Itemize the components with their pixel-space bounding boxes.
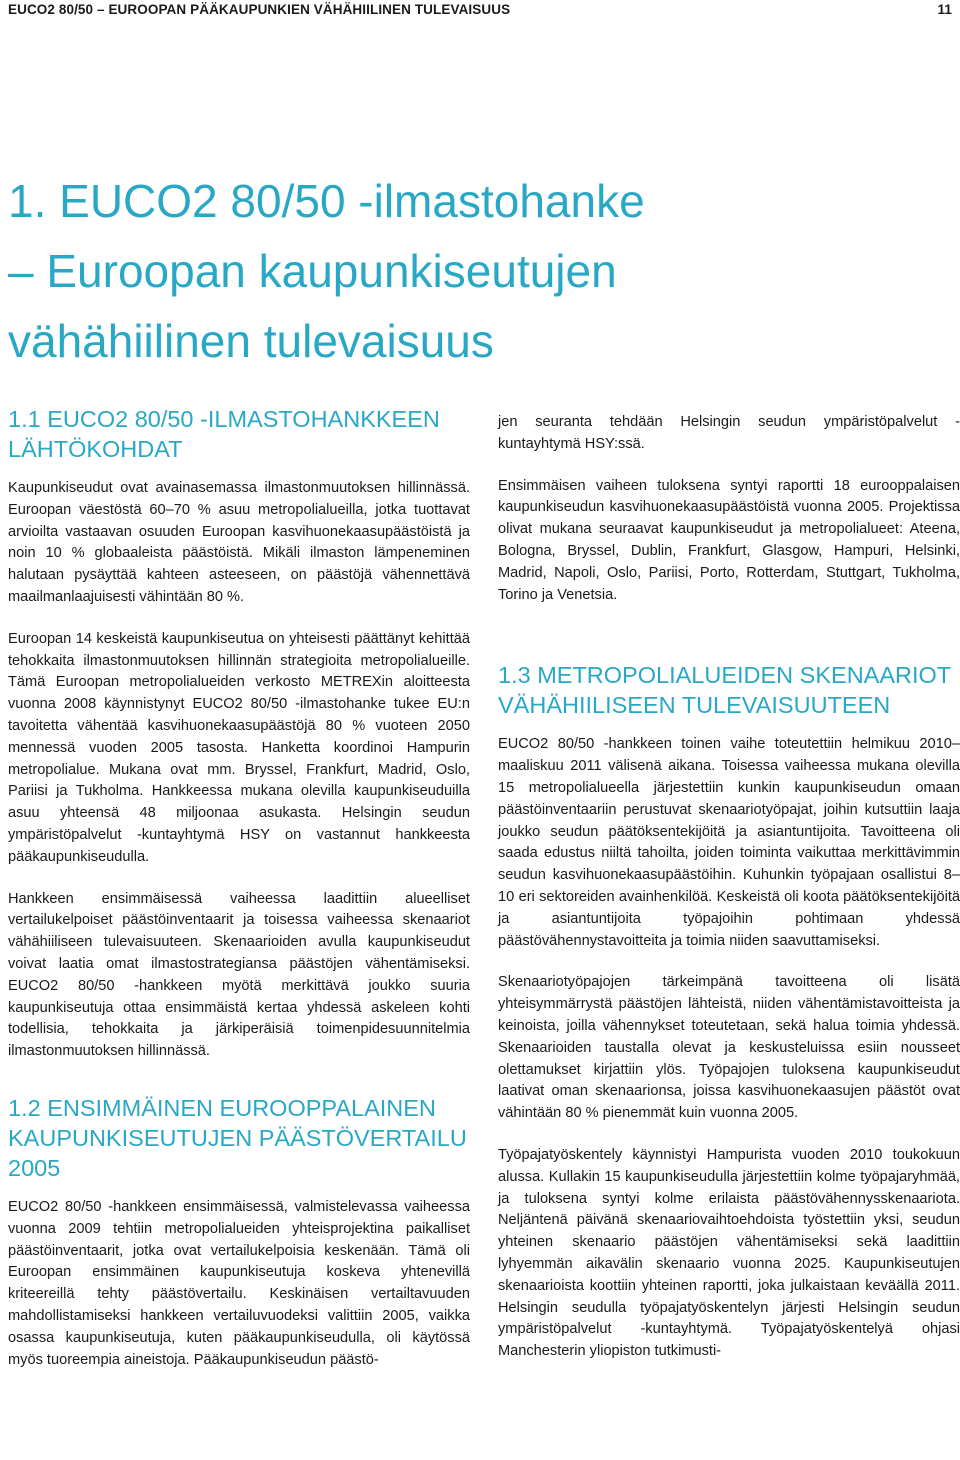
section-1-3-paragraph-3: Työpajatyöskentely käynnistyi Hampurista vuoden 2010 toukokuun alussa. Kullakin 15 kaupunkiseudulla järjestettiin kolme työpajaryhmää, ja tuloksena syntyi kolme erilaista päästövähennysskenaariota. Neljäntenä päivänä skenaariovaihtoehdoista työstettiin yksi, seudun yhteinen skenaario päästöjen vähentämiseksi sekä laadittiin lyhyemmän aikavälin skenaario vuonna 2025. Kaupunkiseutujen skenaarioista koottiin yhteinen raportti, joka julkaistaan keväällä 2011. Helsingin seudulla työpajatyöskentelyn järjesti Helsingin seudun ympäristöpalvelut -kuntayhtymä. Työpajatyöskentelyä ohjasi Manchesterin yliopiston tutkimusti- xyxy=(498,1146,960,1360)
chapter-title-line-1: 1. EUCO2 80/50 -ilmastohanke xyxy=(8,175,645,227)
section-1-1-heading: 1.1 EUCO2 80/50 -ILMASTOHANKKEEN LÄHTÖKOHDAT xyxy=(8,406,440,462)
running-head xyxy=(8,2,952,17)
running-head-title: EUCO2 80/50 – EUROOPAN PÄÄKAUPUNKIEN VÄHÄHIILINEN TULEVAISUUS xyxy=(8,2,511,17)
section-1-1-paragraph-2: Euroopan 14 keskeistä kaupunkiseutua on yhteisesti päättänyt kehittää tehokkaita ilmastonmuutoksen hillinnän strategioita metropolialueille. Tämä Euroopan metropolialueiden verkosto METREXin aloitteesta vuonna 2008 käynnistynyt EUCO2 80/50 -ilmastohanke tukee EU:n tavoitetta vähentää kasvihuonekaasupäästöjä 80 % vuoteen 2050 mennessä vuoden 2005 tasosta. Hanketta koordinoi Hampurin metropolialue. Mukana ovat mm. Bryssel, Frankfurt, Madrid, Oslo, Pariisi ja Tukholma. Hankkeessa mukana olevilla kaupunkiseuduilla asuu yhteensä 48 miljoonaa asukasta. Helsingin seudun ympäristöpalvelut -kuntayhtymä HSY on vastannut hankkeesta pääkaupunkiseudulla. xyxy=(8,630,470,865)
section-1-1-paragraph-3: Hankkeen ensimmäisessä vaiheessa laadittiin alueelliset vertailukelpoiset päästöinventaarit ja toisessa vaiheessa skenaariot vähähiiliseen tulevaisuuteen. Skenaarioiden avulla kaupunkiseudut voivat laatia omat ilmastostrategiansa päästöjen vähentämiseksi. EUCO2 80/50 -hankkeen myötä merkittävä joukko suuria kaupunkiseutuja ottaa ensimmäistä kertaa yhdessä askeleen kohti todellisia, tehokkaita ja järkiperäisiä toimenpidesuunnitelmia ilmastonmuutoksen hillinnässä. xyxy=(8,890,470,1060)
right-column xyxy=(498,412,960,1363)
section-1-3-paragraph-1: EUCO2 80/50 -hankkeen toinen vaihe toteutettiin helmikuu 2010–maaliskuu 2011 välisenä aikana. Toisessa vaiheessa mukana olevilla 15 metropolialueella järjestettiin kunkin kaupunkiseudun omaan päästöinventaariin perustuvat skenaariotyöpajat, joihin kutsuttiin laaja joukko seudun päätöksentekijöitä ja asiantuntijoita. Tavoitteena oli saada edustus niiltä tahoilta, joiden toiminta vaikuttaa merkittävimmin seudun kasvihuonekaasupäästöihin. Kuhunkin työpajaan osallistui 8–10 eri sektoreiden avainhenkilöä. Keskeistä oli koota päätöksentekijöitä ja asiantuntijoita työpajoihin pohtimaan yhdessä päästövähennystavoitteita ja toimia niiden saavuttamiseksi. xyxy=(498,736,960,949)
chapter-title-line-2: – Euroopan kaupunkiseutujen xyxy=(8,245,617,297)
section-1-2-paragraph-1: EUCO2 80/50 -hankkeen ensimmäisessä, valmistelevassa vaiheessa vuonna 2009 tehtiin metropolialueiden yhteisprojektina paikalliset päästöinventaarit, jotka ovat vertailukelpoisia keskenään. Tämä oli Euroopan ensimmäinen kaupunkiseutuja koskeva yhtenevillä kriteereillä tehty päästövertailu. Keskinäisen vertailtavuuden mahdollistamiseksi hankkeen vertailuvuodeksi valittiin 2005, vaikka osassa kaupunkiseutuja, kuten pääkaupunkiseudulla, oli käytössä myös tuoreempia aineistoja. Pääkaupunkiseudun päästö- xyxy=(8,1198,470,1368)
section-1-3-heading: 1.3 METROPOLIALUEIDEN SKENAARIOT VÄHÄHIILISEEN TULEVAISUUTEEN xyxy=(498,662,951,719)
page-number: 11 xyxy=(937,2,952,17)
section-1-2-paragraph-1-continued: jen seuranta tehdään Helsingin seudun ympäristöpalvelut -kuntayhtymä HSY:ssä. xyxy=(498,414,960,452)
chapter-title-line-3: vähähiilinen tulevaisuus xyxy=(8,315,494,367)
section-1-1-paragraph-1: Kaupunkiseudut ovat avainasemassa ilmastonmuutoksen hillinnässä. Euroopan väestöstä 60–70 % asuu metropolialueilla, jotka tuottavat arvioilta vastaavan osuuden Euroopan kasvihuonekaasupäästöistä ja noin 10 % globaaleista päästöistä. Mikäli ilmaston lämpeneminen halutaan pysäyttää kahteen asteeseen, on päästöjä vähennettävä maailmanlaajuisesti vähintään 80 %. xyxy=(8,480,470,605)
left-column xyxy=(8,404,470,1371)
section-1-3-paragraph-2: Skenaariotyöpajojen tärkeimpänä tavoitteena oli lisätä yhteisymmärrystä päästöjen lähteistä, niiden vähentämistavoitteista ja keinoista, joilla vähennykset toteutetaan, sekä halua toimia yhdessä. Skenaarioiden taustalla olevat ja keskusteluissa esiin nousseet olettamukset kirjattiin ylös. Työpajojen tuloksena kaupunkiseudut laativat oman skenaarionsa, joissa kasvihuonekaasujen päästöt ovat vähintään 80 % pienemmät kuin vuonna 2005. xyxy=(498,974,960,1122)
section-1-2-paragraph-2: Ensimmäisen vaiheen tuloksena syntyi raportti 18 eurooppalaisen kaupunkiseudun kasvihuonekaasupäästöistä vuonna 2005. Projektissa olivat mukana seuraavat kaupunkiseudut ja metropolialueet: Ateena, Bologna, Bryssel, Dublin, Frankfurt, Glasgow, Hampuri, Helsinki, Madrid, Napoli, Oslo, Pariisi, Porto, Rotterdam, Stuttgart, Tukholma, Torino ja Venetsia. xyxy=(498,477,960,603)
section-1-2-heading: 1.2 ENSIMMÄINEN EUROOPPALAINEN KAUPUNKISEUTUJEN PÄÄSTÖVERTAILU 2005 xyxy=(8,1094,467,1181)
chapter-title xyxy=(8,166,938,376)
